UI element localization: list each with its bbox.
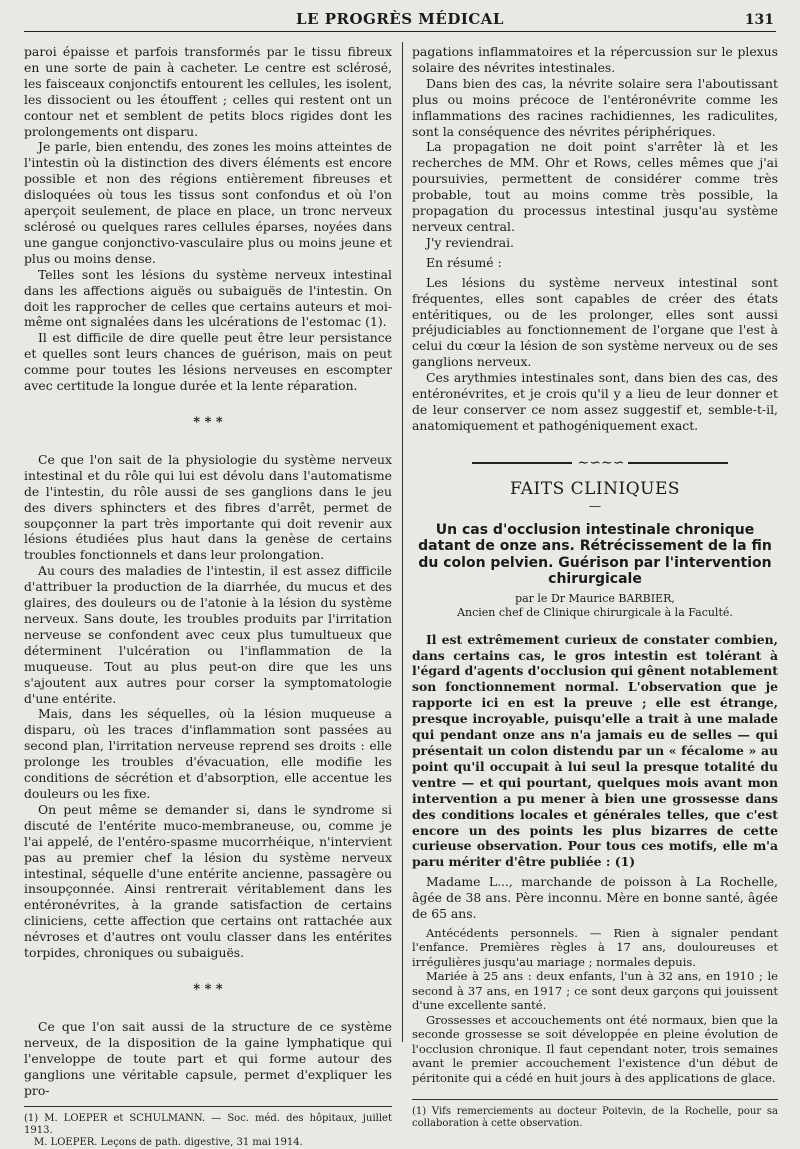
paragraph: Madame L..., marchande de poisson à La Rochelle, âgée de 38 ans. Père inconnu. Mère en bonne santé, âgée de 65 ans.: [412, 874, 778, 922]
paragraph: La propagation ne doit point s'arrêter là et les recherches de MM. Ohr et Rows, celles mêmes que j'ai poursuivies, permettent de considérer comme très probable, tout au moins comme très possible, la propagation du processus intestinal jusqu'au système nerveux central.: [412, 139, 778, 234]
paragraph: Mais, dans les séquelles, où la lésion muqueuse a disparu, où les traces d'inflammation sont passées au second plan, l'irritation nerveuse reprend ses droits : elle prolonge les troubles d'évacuation, elle modifie les conditions de sécrétion et d'absorption, elle accentue les douleurs ou les fixe.: [24, 706, 392, 801]
paragraph: paroi épaisse et parfois transformés par le tissu fibreux en une sorte de pain à cacheter. Le centre est sclérosé, les faisceaux conjonctifs entourent les cellules, les isolent, les dissocient ou les étouffent ; celles qui restent ont un contour net et semblent de petits blocs rigides dont les prolongements ont disparu.: [24, 44, 392, 139]
paragraph: Ce que l'on sait de la physiologie du système nerveux intestinal et du rôle qui lui est dévolu dans l'automatisme de l'intestin, du rôle aussi de ses ganglions dans le jeu des divers sphincters et des fibres d'arrêt, permet de soupçonner la part très importante qui doit revenir aux lésions étudiées plus haut dans la genèse de certains troubles fonctionnels et dans leur prolongation.: [24, 451, 392, 563]
paragraph: Je parle, bien entendu, des zones les moins atteintes de l'intestin où la distinction des divers éléments est encore possible et non des régions entièrement fibreuses et disloquées où tous les tissus sont confondus et où l'on aperçoit seulement, de place en place, un tronc nerveux sclérosé ou quelques rares cellules éparses, noyées dans une gangue conjonctivo-vasculaire plus ou moins jeune et plus ou moins dense.: [24, 139, 392, 266]
paragraph: On peut même se demander si, dans le syndrome si discuté de l'entérite muco-membraneuse, ou, comme je l'ai appelé, de l'entéro-spasme mucorrhéique, n'intervient pas au premier chef la lésion du système nerveux intestinal, séquelle d'une entérite ancienne, passagère ou insoupçonnée. Ainsi rentrerait véritablement dans les entéronévrites, à la grande satisfaction de certains cliniciens, cette affection que certains ont rattachée aux névroses et d'autres ont voulu classer dans les entérites torpides, chroniques ou subaiguës.: [24, 801, 392, 961]
paragraph: Ces arythmies intestinales sont, dans bien des cas, des entéronévrites, et je crois qu'il y a lieu de leur donner et de leur conserver ce nom assez suggestif et, semble-t-il, anatomiquement et pathogéniquement exact.: [412, 370, 778, 433]
ornament-divider: ∼∽∼∽: [412, 454, 778, 472]
paragraph: Ce que l'on sait aussi de la structure de ce système nerveux, de la disposition de la gaine lymphatique qui l'enveloppe de toute part et qui forme autour des ganglions une véritable capsule, permet d'expliquer les pro-: [24, 1018, 392, 1098]
paragraph: Au cours des maladies de l'intestin, il est assez difficile d'attribuer la production de la diarrhée, du mucus et des glaires, des douleurs ou de l'atonie à la lésion du système nerveux. Sans doute, les troubles produits par l'irritation nerveuse se confondent avec ceux plus tumultueux que déterminent l'ulcération ou l'inflammation de la muqueuse. Tout au plus peut-on dire que les uns s'ajoutent aux autres pour corser la symptomatologie d'une entérite.: [24, 563, 392, 706]
paragraph: J'y reviendrai.: [426, 234, 514, 250]
page-number: 131: [744, 12, 774, 28]
heading-dash: —: [588, 497, 602, 513]
journal-title: LE PROGRÈS MÉDICAL: [296, 10, 504, 28]
paragraph: Dans bien des cas, la névrite solaire sera l'aboutissant plus ou moins précoce de l'entéronévrite comme les inflammations des racines rachidiennes, les radiculites, sont la conséquence des névrites périphériques.: [412, 75, 778, 139]
paragraph: Il est difficile de dire quelle peut être leur persistance et quelles sont leurs chances de guérison, mais on peut comme pour toutes les lésions nerveuses en escompter avec certitude la longue durée et la lente réparation.: [24, 330, 392, 394]
paragraph: Antécédents personnels. — Rien à signaler pendant l'enfance. Premières règles à 17 ans, douloureuses et irrégulières jusqu'au mariage ; normales depuis.: [412, 925, 778, 969]
header-rule: [24, 31, 776, 32]
footnote: (1) Vifs remerciements au docteur Poitevin, de la Rochelle, pour sa collaboration à cette observation.: [412, 1106, 778, 1130]
column-divider: [402, 42, 403, 1042]
paragraph: Les lésions du système nerveux intestinal sont fréquentes, elles sont capables de créer des états entéritiques, ou de les prolonger, elles sont aussi préjudiciables au fonctionnement de l'organe que l'est à celui du cœur la lésion de son système nerveux ou de ses ganglions nerveux.: [412, 274, 778, 370]
paragraph: Mariée à 25 ans : deux enfants, l'un à 32 ans, en 1910 ; le second à 37 ans, en 1917 ; ce sont deux garçons qui jouissent d'une excellente santé.: [412, 969, 778, 1013]
paragraph: Telles sont les lésions du système nerveux intestinal dans les affections aiguës ou subaiguës de l'intestin. On doit les rapprocher de celles que certains auteurs et moi-même ont signalées dans les ulcérations de l'estomac (1).: [24, 266, 392, 330]
section-separator: * * *: [193, 981, 223, 997]
page-header: [24, 0, 776, 38]
paragraph: Grossesses et accouchements ont été normaux, bien que la seconde grossesse se soit développée en pleine évolution de l'occlusion chronique. Il faut cependant noter, trois semaines avant le premier accouchement l'existence d'un début de péritonite qui a cédé en huit jours à des applications de glace.: [412, 1012, 778, 1085]
paragraph: En résumé :: [426, 254, 502, 270]
section-heading: FAITS CLINIQUES: [509, 478, 681, 499]
author-affiliation: Ancien chef de Clinique chirurgicale à la Faculté.: [457, 605, 733, 619]
paragraph: Il est extrêmement curieux de constater combien, dans certains cas, le gros intestin est tolérant à l'égard d'agents d'occlusion qui gênent notablement son fonctionnement normal. L'observation que je rapporte ici en est la preuve ; elle est étrange, presque incroyable, puisqu'elle a trait à une malade qui pendant onze ans n'a jamais eu de selles — qui présentait un colon distendu par un « fécalome » au point qu'il occupait à lui seul la presque totalité du ventre — et qui pourtant, quelques mois avant mon intervention a pu mener à bien une grossesse dans des conditions locales et générales telles, que c'est encore un des points les plus bizarres de cette curieuse observation. Pour tous ces motifs, elle m'a paru mériter d'être publiée : (1): [412, 631, 778, 870]
left-column: [24, 44, 392, 1149]
article-title: Un cas d'occlusion intestinale chronique datant de onze ans. Rétrécissement de la fin du colon pelvien. Guérison par l'intervention chirurgicale: [418, 521, 772, 588]
footnote: (1) M. LOEPER et SCHULMANN. — Soc. méd. des hôpitaux, juillet 1913.: [24, 1113, 392, 1137]
section-separator: * * *: [193, 414, 223, 430]
paragraph: pagations inflammatoires et la répercussion sur le plexus solaire des névrites intestinales.: [412, 44, 778, 75]
footnote: M. LOEPER. Leçons de path. digestive, 31 mai 1914.: [34, 1137, 303, 1149]
footnote-rule: [412, 1099, 778, 1100]
article-author: par le Dr Maurice BARBIER,: [515, 591, 675, 605]
right-column: [412, 44, 778, 1130]
footnote-rule: [24, 1106, 392, 1107]
